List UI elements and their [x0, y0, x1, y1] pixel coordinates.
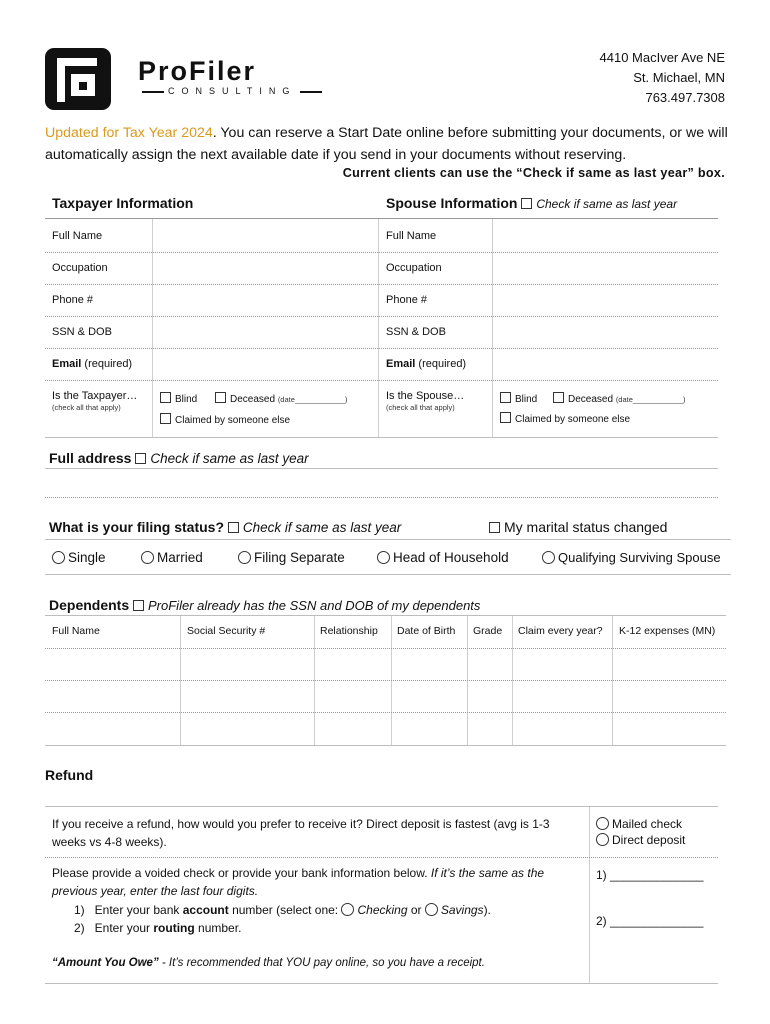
spouse-same-checkbox[interactable]	[521, 198, 532, 209]
bank-routing-step: 2) Enter your routing number.	[74, 921, 242, 935]
refund-option-mailed-check[interactable]: Mailed check	[596, 815, 682, 833]
taxpayer-phone-label: Phone #	[52, 294, 93, 306]
address-line-2: St. Michael, MN	[633, 70, 725, 85]
spouse-phone-field[interactable]	[496, 285, 716, 315]
spouse-email-field[interactable]	[496, 349, 716, 379]
full-address-title: Full address Check if same as last year	[49, 450, 309, 466]
filing-same-checkbox[interactable]	[228, 522, 239, 533]
spouse-status-label: Is the Spouse…	[386, 390, 465, 402]
spouse-deceased-option[interactable]: Deceased (date____________)	[553, 392, 685, 405]
taxpayer-full-name-field[interactable]	[156, 221, 374, 251]
spouse-ssn-dob-label: SSN & DOB	[386, 326, 446, 338]
full-address-field[interactable]	[45, 470, 718, 496]
filing-option-head-of-household[interactable]: Head of Household	[377, 550, 509, 565]
amount-you-owe-note: “Amount You Owe” - It’s recommended that YOU pay online, so you have a receipt.	[52, 957, 485, 969]
spouse-email-label: Email (required)	[386, 358, 467, 370]
tax-year-highlight: Updated for Tax Year 2024	[45, 125, 213, 141]
dependent-row-1[interactable]	[45, 649, 726, 680]
address-line-1: 4410 MacIver Ave NE	[599, 50, 725, 65]
spouse-ssn-dob-field[interactable]	[496, 317, 716, 347]
phone-number: 763.497.7308	[645, 90, 725, 105]
spouse-full-name-field[interactable]	[496, 221, 716, 251]
refund-title: Refund	[45, 767, 94, 783]
taxpayer-email-label: Email (required)	[52, 358, 133, 370]
savings-radio[interactable]	[425, 903, 438, 916]
brand-subtitle: CONSULTING	[138, 86, 326, 96]
dep-col-ssn: Social Security #	[187, 625, 266, 637]
checking-radio[interactable]	[341, 903, 354, 916]
taxpayer-occupation-field[interactable]	[156, 253, 374, 283]
dep-col-k12: K-12 expenses (MN)	[619, 625, 716, 637]
spouse-occupation-label: Occupation	[386, 262, 442, 274]
taxpayer-ssn-dob-label: SSN & DOB	[52, 326, 112, 338]
routing-number-blank[interactable]: 2) ______________	[596, 914, 704, 928]
dep-col-grade: Grade	[473, 625, 503, 637]
taxpayer-email-field[interactable]	[156, 349, 374, 379]
filing-status-title: What is your filing status? Check if same as last year	[49, 519, 402, 535]
filing-option-separate[interactable]: Filing Separate	[238, 550, 345, 565]
filing-option-married[interactable]: Married	[141, 550, 203, 565]
current-clients-note: Current clients can use the “Check if same as last year” box.	[342, 166, 725, 180]
taxpayer-occupation-label: Occupation	[52, 262, 108, 274]
dependents-ssn-checkbox[interactable]	[133, 600, 144, 611]
address-same-checkbox[interactable]	[135, 453, 146, 464]
marital-status-changed-option[interactable]: My marital status changed	[489, 519, 667, 535]
refund-option-direct-deposit[interactable]: Direct deposit	[596, 831, 685, 849]
dependent-row-2[interactable]	[45, 681, 726, 712]
refund-preference-question: If you receive a refund, how would you prefer to receive it? Direct deposit is fastest (avg is 1-3 weeks vs 4-8 weeks).	[52, 817, 550, 849]
filing-option-single[interactable]: Single	[52, 550, 106, 565]
spouse-full-name-label: Full Name	[386, 230, 437, 242]
bank-info-instructions: Please provide a voided check or provide your bank information below. If it’s the same as the previous year, enter the last four digits.	[52, 866, 545, 898]
dep-col-relationship: Relationship	[320, 625, 378, 637]
dependents-title: Dependents ProFiler already has the SSN and DOB of my dependents	[49, 597, 481, 613]
account-number-blank[interactable]: 1) ______________	[596, 868, 704, 882]
taxpayer-status-note: (check all that apply)	[52, 403, 121, 412]
brand-name: ProFiler	[138, 56, 257, 86]
profiler-logo-icon	[45, 48, 111, 110]
taxpayer-claimed-option[interactable]: Claimed by someone else	[160, 413, 290, 426]
spouse-blind-option[interactable]: Blind	[500, 392, 537, 405]
bank-account-step: 1) Enter your bank account number (select one: Checking or Savings).	[74, 903, 491, 917]
taxpayer-phone-field[interactable]	[156, 285, 374, 315]
spouse-phone-label: Phone #	[386, 294, 427, 306]
dep-col-claim: Claim every year?	[518, 625, 603, 637]
taxpayer-deceased-option[interactable]: Deceased (date____________)	[215, 392, 347, 405]
company-address	[600, 48, 726, 108]
filing-option-qualifying-spouse[interactable]: Qualifying Surviving Spouse	[542, 550, 721, 565]
intro-paragraph: Updated for Tax Year 2024. You can reserve a Start Date online before submitting your documents, or we will automatically assign the next available date if you send in your documents without reserving.	[45, 125, 728, 163]
taxpayer-status-label: Is the Taxpayer…	[52, 390, 138, 402]
dep-col-dob: Date of Birth	[397, 625, 456, 637]
spouse-title: Spouse Information Check if same as last year	[386, 195, 678, 211]
taxpayer-ssn-dob-field[interactable]	[156, 317, 374, 347]
spouse-occupation-field[interactable]	[496, 253, 716, 283]
taxpayer-blind-option[interactable]: Blind	[160, 392, 197, 405]
taxpayer-title: Taxpayer Information	[52, 195, 194, 211]
dep-col-full-name: Full Name	[52, 625, 100, 637]
spouse-claimed-option[interactable]: Claimed by someone else	[500, 412, 630, 425]
spouse-status-note: (check all that apply)	[386, 403, 455, 412]
dependent-row-3[interactable]	[45, 713, 726, 744]
taxpayer-full-name-label: Full Name	[52, 230, 103, 242]
